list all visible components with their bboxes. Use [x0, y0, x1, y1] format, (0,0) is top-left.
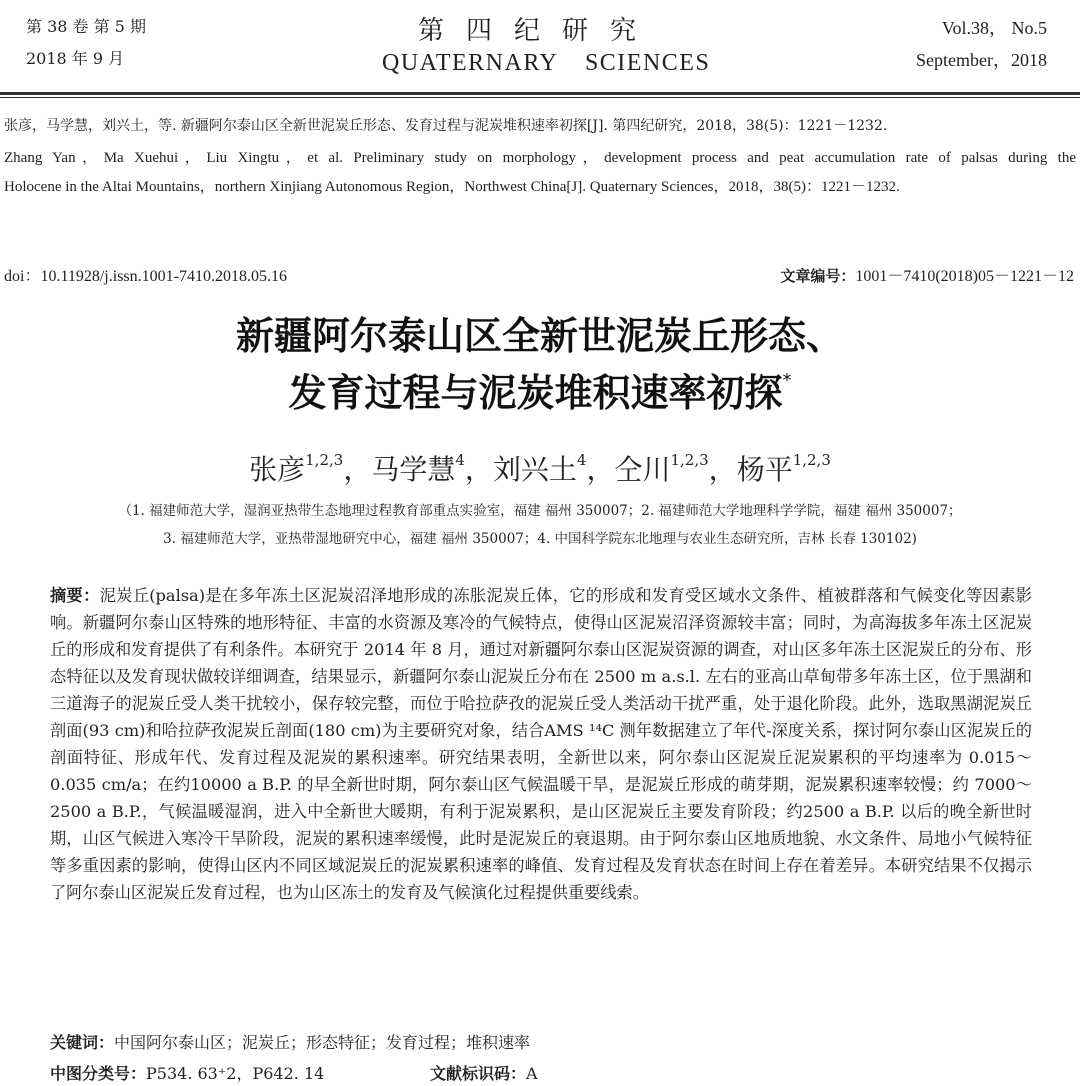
author-list [0, 448, 1080, 488]
citation-en-line1: Zhang Yan，Ma Xuehui，Liu Xingtu，et al. Preliminary study on morphology，development process and peat accumulation rate of palsas during the [4, 150, 1076, 166]
author-affiliation: 4 [455, 451, 465, 469]
keywords [50, 1030, 530, 1053]
author-name: 杨平 [736, 453, 793, 486]
keywords-text: 中国阿尔泰山区；泥炭丘；形态特征；发育过程；堆积速率 [114, 1033, 531, 1052]
author-separator: ， [464, 453, 493, 486]
masthead-rule-thin [0, 97, 1080, 98]
classification-label: 中图分类号： [50, 1064, 147, 1083]
volume-issue-en: Vol.38， No.5 [941, 18, 1047, 38]
author-affiliation: 1,2,3 [792, 451, 831, 469]
abstract [50, 582, 1032, 906]
document-code-text: A [526, 1064, 538, 1083]
abstract-label: 摘要： [50, 586, 100, 605]
author-separator: ， [343, 453, 372, 486]
document-code [430, 1061, 538, 1084]
citation-cn: 张彦，马学慧，刘兴土，等. 新疆阿尔泰山区全新世泥炭丘形态、发育过程与泥炭堆积速率初探[J]. 第四纪研究，2018，38(5)：1221－1232. [4, 118, 888, 134]
author-separator: ， [586, 453, 615, 486]
author-separator: ， [708, 453, 737, 486]
article-number [780, 263, 1074, 286]
author-affiliation: 4 [576, 451, 587, 469]
author-name: 马学慧 [371, 453, 456, 486]
author-name: 仝川 [614, 453, 671, 486]
keywords-label: 关键词： [50, 1033, 115, 1052]
article-number-label: 文章编号： [780, 267, 856, 285]
title-line1: 新疆阿尔泰山区全新世泥炭丘形态、 [235, 314, 844, 358]
date-cn: 2018 年 9 月 [26, 49, 125, 68]
affiliation-line1: （1. 福建师范大学，湿润亚热带生态地理过程教育部重点实验室，福建 福州 350007；2. 福建师范大学地理科学学院，福建 福州 350007； [118, 503, 962, 519]
author-name: 张彦 [249, 453, 306, 486]
date-en: September，2018 [916, 50, 1047, 70]
journal-title-cn: 第四纪研究 [418, 16, 659, 46]
citation-en-line2: Holocene in the Altai Mountains，northern Xinjiang Autonomous Region，Northwest China[J]. Quaternary Sciences，2018，38(5)：1221－1232. [4, 179, 900, 195]
volume-issue-cn: 第 38 卷 第 5 期 [26, 17, 146, 36]
affiliation-line2: 3. 福建师范大学，亚热带湿地研究中心，福建 福州 350007；4. 中国科学院东北地理与农业生态研究所，吉林 长春 130102) [163, 531, 917, 547]
author-affiliation: 1,2,3 [305, 451, 344, 469]
document-code-label: 文献标识码： [430, 1064, 527, 1083]
author-name: 刘兴土 [492, 453, 577, 486]
classification [50, 1061, 324, 1084]
classification-text: P534. 63⁺2，P642. 14 [146, 1064, 325, 1083]
title-line2 [0, 362, 1080, 417]
abstract-text: 泥炭丘(palsa)是在多年冻土区泥炭沼泽地形成的冻胀泥炭丘体，它的形成和发育受区域水文条件、植被群落和气候变化等因素影响。新疆阿尔泰山区特殊的地形特征、丰富的水资源及寒冷的气候特点，使得山区泥炭沼泽资源较丰富；同时，为高海拔多年冻土区泥炭丘的形成和发育提供了有利条件。本研究于 2014 年 8 月，通过对新疆阿尔泰山区泥炭资源的调查，对山区多年冻土区泥炭丘的分布、形态特征以及发育现状做较详细调查，结果显示，新疆阿尔泰山泥炭丘分布在 2500 m a.s.l. 左右的亚高山草甸带多年冻土区，位于黑湖和三道海子的泥炭丘受人类干扰较小，保存较完整，而位于哈拉萨孜的泥炭丘受人类活动干扰严重，处于退化阶段。此外，选取黑湖泥炭丘剖面(93 cm)和哈拉萨孜泥炭丘剖面(180 cm)为主要研究对象，结合AMS ¹⁴C 测年数据建立了年代-深度关系，探讨阿尔泰山区泥炭丘的剖面特征、形成年代、发育过程及泥炭的累积速率。研究结果表明，全新世以来，阿尔泰山区泥炭丘泥炭累积的平均速率为 0.015～0.035 cm/a；在约10000 a B.P. 的早全新世时期，阿尔泰山区气候温暖干旱，是泥炭丘形成的萌芽期，泥炭累积速率较慢；约 7000～2500 a B.P.，气候温暖湿润，进入中全新世大暖期，有利于泥炭累积，是山区泥炭丘主要发育阶段；约2500 a B.P. 以后的晚全新世时期，山区气候进入寒冷干旱阶段，泥炭的累积速率缓慢，此时是泥炭丘的衰退期。由于阿尔泰山区地质地貌、水文条件、局地小气候特征等多重因素的影响，使得山区内不同区域泥炭丘的泥炭累积速率的峰值、发育过程及发育状态在时间上存在着差异。本研究结果不仅揭示了阿尔泰山区泥炭丘发育过程，也为山区冻土的发育及气候演化过程提供重要线索。 [50, 586, 1032, 902]
author-affiliation: 1,2,3 [670, 451, 709, 469]
title-line2-text: 发育过程与泥炭堆积速率初探 [288, 371, 783, 415]
article-number-value: 1001－7410(2018)05－1221－12 [855, 268, 1074, 285]
title-footnote-mark: * [782, 370, 792, 391]
masthead-rule-thick [0, 92, 1080, 95]
doi: doi：10.11928/j.issn.1001-7410.2018.05.16 [4, 268, 287, 285]
journal-title-en: QUATERNARY SCIENCES [382, 50, 711, 76]
